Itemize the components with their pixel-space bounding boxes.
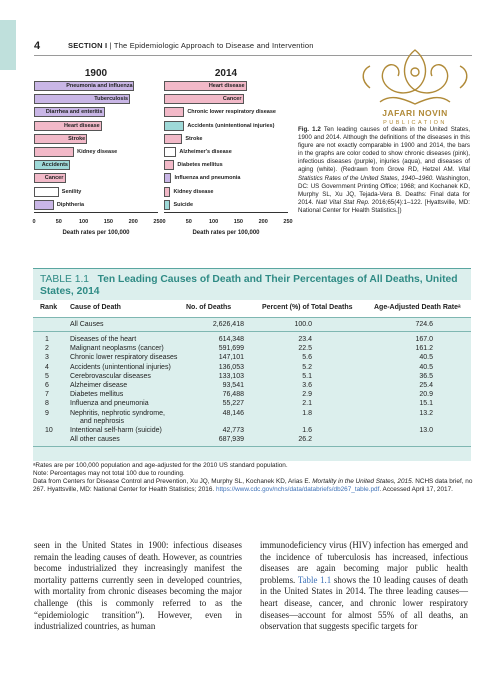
chart-bar-label: Pneumonia and influenza	[66, 83, 133, 89]
x-tick-label: 250	[153, 219, 163, 225]
table-cell: Malignant neoplasms (cancer)	[70, 345, 164, 353]
section-label: SECTION I	[68, 41, 108, 50]
table-cell: 5.2	[302, 363, 312, 371]
table-cell: 6	[45, 382, 49, 389]
table-cell: 76,488	[222, 391, 244, 399]
x-axis-label: Death rates per 100,000	[62, 230, 130, 236]
figure-caption	[298, 126, 470, 215]
table-cell: 100.0	[294, 321, 312, 328]
chart-bar-label: Heart disease	[63, 122, 100, 129]
caption-italic: Vital Statistics Rates of the United States, 1940–1960.	[298, 166, 470, 182]
table-cell: 7	[45, 391, 49, 399]
chart-bar-label: Influenza and pneumonia	[174, 175, 241, 182]
chart-bar	[34, 147, 74, 157]
table-cell: 3.6	[302, 382, 312, 389]
x-tick-label: 200	[258, 219, 268, 225]
x-tick-label: 200	[128, 219, 138, 225]
table-cell: 36.5	[419, 372, 433, 380]
table-cell: All other causes	[70, 435, 120, 443]
caption-italic: Natl Vital Stat Rep.	[315, 198, 370, 206]
table-cell: 13.0	[419, 426, 433, 434]
chart-bar-label: Alzheimer's disease	[179, 149, 232, 155]
table-cell: Alzheimer disease	[70, 382, 128, 389]
row-divider	[33, 331, 471, 332]
col-header-rank: Rank	[40, 304, 58, 311]
table-cell: 2.9	[302, 391, 312, 399]
chart-bar	[164, 200, 170, 210]
table-cell: 42,773	[222, 426, 244, 434]
source-text: . Accessed April 17, 2017.	[379, 486, 453, 493]
table-source	[33, 478, 473, 494]
table-cell: 591,699	[218, 345, 244, 353]
section-title: The Epidemiologic Approach to Disease and Intervention	[113, 41, 314, 50]
logo-title: JAFARI NOVIN	[382, 108, 448, 118]
row-divider	[33, 317, 471, 318]
chart-bar	[164, 107, 184, 117]
logo-subtitle: PUBLICATION	[383, 120, 447, 126]
x-tick-label: 50	[55, 219, 62, 225]
source-text: NCHS data brief, no 267. Hyattsville, MD: National Center for Health Statistics; 2016.	[33, 478, 473, 493]
table-footnote: Note: Percentages may not total 100 due to rounding.	[33, 470, 185, 477]
chart-bar-label: Cancer	[222, 96, 242, 103]
table-reference-link[interactable]: Table 1.1	[297, 574, 332, 585]
caption-label: Fig. 1.2	[298, 126, 321, 133]
table-cell: 55,227	[222, 400, 244, 408]
table-cell: Nephritis, nephrotic syndrome,	[70, 409, 165, 417]
chart-bar	[34, 187, 59, 197]
running-header	[68, 41, 314, 50]
source-text: Data from Centers for Disease Control and Prevention, Xu JQ, Murphy SL, Kochanek KD, Arias E.	[33, 478, 313, 485]
chart-bar-label: Cancer	[44, 175, 64, 182]
table-title	[40, 274, 466, 297]
chart-bar-label: Diabetes mellitus	[177, 162, 223, 169]
table-cell: 1.8	[302, 409, 312, 417]
body-left-column: seen in the United States in 1900: infectious diseases remain the leading causes of death. However, as countries become industrialized they increasingly manifest the mortality patterns currently seen in developed countries, with mortality from chronic diseases becoming the major challenge (this is commonly referred to as the “epidemiologic transition”). However, even in industrialized countries, as human	[34, 540, 242, 632]
table-cell: 614,348	[218, 336, 244, 343]
x-tick-label: 0	[162, 219, 166, 225]
table-label: TABLE 1.1	[40, 274, 90, 285]
x-tick-label: 250	[283, 219, 293, 225]
table-cell: 23.4	[298, 336, 312, 343]
col-header-deaths: No. of Deaths	[186, 304, 232, 311]
table-cell: 48,146	[222, 409, 244, 417]
table-cell: 1.6	[302, 426, 312, 434]
table-cell: 25.4	[419, 382, 433, 389]
table-cell: 136,053	[218, 363, 244, 371]
x-tick-label: 50	[185, 219, 192, 225]
table-cell: 5	[45, 372, 49, 380]
table-cell: 2,626,418	[212, 321, 244, 328]
chapter-tab	[0, 20, 16, 70]
table-cell: 5.6	[302, 354, 312, 362]
table-cell: 8	[45, 400, 49, 408]
table-cell: 167.0	[415, 336, 433, 343]
table-cell: 9	[45, 409, 49, 417]
body-text: shows the 10 leading causes of death in the United States in 2014. The three leading causes—heart disease, cancer, and chronic lower respiratory diseases—account for almost 55% of all deaths, an observation that suggests specific targets for	[260, 574, 468, 632]
table-cell: Cerebrovascular diseases	[70, 372, 151, 380]
table-cell: 22.5	[298, 345, 312, 353]
chart-title: 2014	[214, 68, 238, 79]
table-cell: 133,103	[218, 372, 244, 380]
chart-bar	[164, 134, 182, 144]
source-link[interactable]: https://www.cdc.gov/nchs/data/databriefs/db267_table.pdf	[215, 486, 380, 493]
chart-bar-label: Kidney disease	[77, 149, 118, 155]
table-cell: 40.5	[419, 363, 433, 371]
table-cell: 161.2	[415, 345, 433, 353]
x-axis	[34, 212, 158, 213]
body-text: immunodeficiency virus (HIV) infection has emerged and the incidence of tuberculosis has increased, infectious diseases are again becoming major public health problems.	[260, 540, 468, 585]
table-cell: Diseases of the heart	[70, 336, 137, 343]
table-cell: 3	[45, 354, 49, 362]
body-right-column	[260, 540, 468, 633]
chart-bar-label: Suicide	[173, 201, 193, 208]
chart-bar	[34, 200, 54, 210]
col-header-cause: Cause of Death	[70, 304, 121, 311]
chart-bar-label: Heart disease	[208, 83, 245, 89]
chart-bar-label: Accidents (unintentional injuries)	[187, 122, 275, 129]
chart-bar	[164, 147, 176, 157]
table-cell: and nephrosis	[80, 418, 124, 426]
chart-bar	[164, 160, 174, 170]
x-axis-label: Death rates per 100,000	[192, 230, 260, 236]
table-cell: 5.1	[302, 372, 312, 380]
caption-text: Washington, DC: US Government Printing Office; 1968; and Kochanek KD, Murphy SL, Xu JQ, Tejada-Vera B. Deaths: Final data for 2014.	[298, 174, 470, 206]
table-cell: Diabetes mellitus	[70, 391, 124, 399]
chart-title: 1900	[84, 68, 108, 79]
table-footnote: ᵃRates are per 100,000 population and age-adjusted for the 2010 US standard population.	[33, 462, 288, 469]
row-divider	[33, 446, 471, 447]
source-italic: Mortality in the United States, 2015.	[312, 478, 414, 485]
table-cell: Accidents (unintentional injuries)	[70, 363, 171, 371]
chart-bar	[164, 173, 171, 183]
x-tick-label: 0	[32, 219, 36, 225]
table-cell: 2	[45, 345, 49, 353]
table-cell: 93,541	[222, 382, 244, 389]
table-cell: Intentional self-harm (suicide)	[70, 426, 162, 434]
table-cell: 15.1	[419, 400, 433, 408]
table-cell: 13.2	[419, 409, 433, 417]
chart-bar-label: Accidents	[41, 162, 68, 169]
table-cell: Chronic lower respiratory diseases	[70, 354, 178, 362]
page-number: 4	[34, 40, 41, 52]
table-cell: 26.2	[298, 435, 312, 443]
chart-bar-label: Senility	[61, 188, 82, 195]
table-cell: 2.1	[302, 400, 312, 408]
x-axis	[164, 212, 288, 213]
table-cell: 20.9	[419, 391, 433, 399]
x-tick-label: 150	[103, 219, 113, 225]
col-header-rate: Age-Adjusted Death Rateᵃ	[374, 304, 461, 311]
chart-bar-label: Kidney disease	[173, 188, 214, 195]
table-cell: 147,101	[218, 354, 244, 362]
caption-text: Ten leading causes of death in the United States, 1900 and 2014. Although the definitions of the diseases in this figure are not exactly comparable in 1900 and 2014, the bars in the graphs are color coded to show chronic diseases (pink), infectious diseases (purple), injuries (aqua), and diseases of aging (white). (Redrawn from Grove RD, Hetzel AM.	[298, 126, 471, 174]
chart-bar	[164, 121, 184, 131]
chart-1900	[32, 68, 163, 236]
chart-bar-label: Diphtheria	[56, 201, 85, 208]
table-heading: Ten Leading Causes of Death and Their Percentages of All Deaths, United States, 2014	[40, 274, 458, 297]
table-cell: 687,939	[218, 435, 244, 443]
x-tick-label: 150	[233, 219, 243, 225]
table-cell: 4	[45, 363, 49, 371]
chart-bar-label: Stroke	[68, 135, 86, 142]
table-cell: 1	[45, 336, 49, 343]
chart-bar-label: Tuberculosis	[94, 96, 129, 103]
chart-bar-label: Diarrhea and enteritis	[45, 109, 103, 116]
chart-bar	[164, 187, 170, 197]
x-tick-label: 100	[79, 219, 89, 225]
table-cell: 40.5	[419, 354, 433, 362]
chart-bar-label: Chronic lower respiratory disease	[187, 109, 276, 116]
caption-text: 2016;65(4):1–122. [Hyattsville, MD: National Center for Health Statistics.])	[298, 198, 470, 214]
chart-bar-label: Stroke	[185, 135, 203, 142]
col-header-percent: Percent (%) of Total Deaths	[262, 304, 353, 311]
table-cell: Influenza and pneumonia	[70, 400, 149, 408]
table-cell: All Causes	[70, 321, 104, 328]
table-cell: 10	[45, 426, 53, 434]
separator: |	[109, 41, 114, 50]
x-tick-label: 100	[209, 219, 219, 225]
table-cell: 724.6	[415, 321, 433, 328]
chart-2014	[162, 68, 293, 236]
